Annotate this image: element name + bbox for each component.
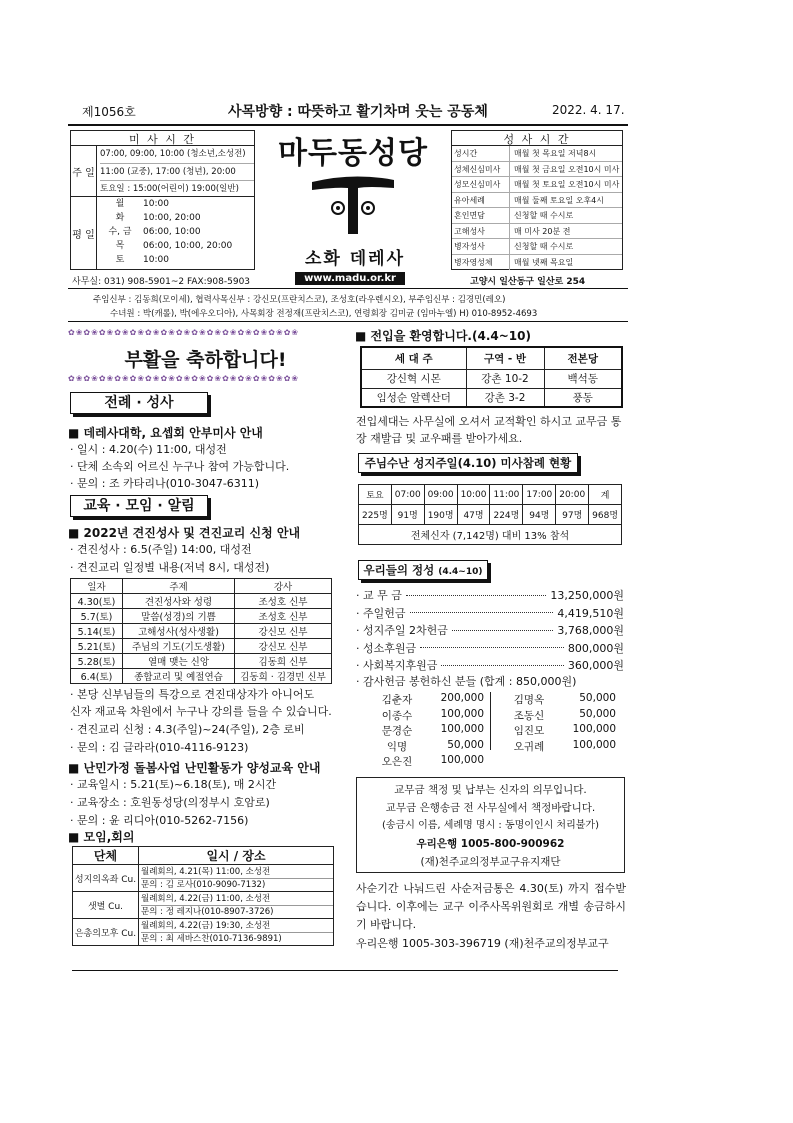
table-row — [71, 624, 332, 639]
table-header: 일시 / 장소 — [139, 847, 334, 865]
weekday-time: 06:00, 10:00, 20:00 — [143, 241, 233, 251]
donor-amount: 100,000 — [440, 707, 484, 720]
confirmation-line: · 견진교리 일정별 내용(저녁 8시, 대성전) — [70, 561, 270, 574]
table-cell: 종합교리 및 예절연습 — [123, 669, 235, 684]
offering-item — [356, 622, 624, 638]
sunday-row: 토요일 : 15:00(어린이) 19:00(일반) — [100, 184, 239, 194]
refugee-line: · 교육일시 : 5.21(토)~6.18(토), 매 2시간 — [70, 778, 277, 791]
meetings-table — [72, 846, 334, 946]
donor-name: 문경순 — [381, 725, 413, 737]
offering-amount: 800,000원 — [567, 641, 624, 655]
meeting-group: 성지의옥좌 Cu. — [73, 865, 139, 892]
welcome-note: 전입세대는 사무실에 오셔서 교적확인 하시고 교무금 통장 재발급 및 교우패를 받아가세요. — [356, 415, 622, 445]
offering-item — [356, 657, 624, 673]
sacrament-time: 매월 첫 토요일 오전10시 미사 — [514, 180, 620, 189]
donor-amount: 100,000 — [440, 723, 484, 735]
attendance-value: 94명 — [523, 505, 556, 525]
sacrament-time: 신청할 때 수시로 — [514, 211, 574, 220]
donor-amount: 50,000 — [579, 692, 616, 704]
attendance-header: 17:00 — [523, 485, 556, 505]
table-cell: 6.4(토) — [71, 669, 123, 684]
donor-row — [372, 708, 484, 723]
meeting-contact: 문의 : 정 레지나(010-8907-3726) — [141, 906, 274, 917]
donor-name: 조동신 — [513, 709, 545, 722]
donor-amount: 100,000 — [572, 738, 616, 751]
offering-dots — [452, 630, 554, 631]
donor-row — [372, 692, 484, 707]
table-row — [71, 639, 332, 654]
attendance-value: 47명 — [457, 505, 490, 525]
table-cell: 5.28(토) — [71, 654, 123, 669]
donor-row — [504, 723, 616, 738]
table-cell: 강신혁 시몬 — [361, 369, 466, 388]
liturgy-line: · 일시 : 4.20(수) 11:00, 대성전 — [70, 443, 227, 456]
sacrament-name: 고해성사 — [452, 224, 510, 239]
weekday-row — [97, 253, 254, 267]
liturgy-line: · 문의 : 조 카타리나(010-3047-6311) — [70, 477, 260, 490]
office-contact: 사무실: 031) 908-5901~2 FAX:908-5903 — [72, 277, 251, 287]
liturgy-section-head: 전례 · 성사 — [70, 392, 208, 414]
sacrament-schedule-box — [451, 130, 623, 270]
sacrament-name: 혼인면담 — [452, 208, 510, 223]
weekday-day: 화 — [115, 213, 125, 223]
confirmation-note: · 문의 : 김 글라라(010-4116-9123) — [70, 741, 249, 754]
sacrament-row — [452, 177, 622, 193]
table-cell: 강신모 신부 — [235, 639, 332, 654]
table-cell: 강촌 10-2 — [466, 369, 544, 388]
donor-row — [372, 739, 484, 754]
offering-label: · 성지주일 2차헌금 — [356, 624, 448, 637]
donor-row — [372, 723, 484, 738]
meeting-when: 월례회의, 4.22(금) 11:00, 소성전 — [141, 893, 333, 906]
table-row — [71, 609, 332, 624]
sunday-row: 11:00 (교중), 17:00 (청년), 20:00 — [100, 164, 254, 182]
donor-name: 오귀례 — [513, 740, 545, 753]
offering-dots — [406, 595, 547, 596]
table-cell: 김동희 · 김경민 신부 — [235, 669, 332, 684]
attendance-value: 968명 — [589, 505, 622, 525]
weekday-row — [97, 225, 254, 239]
offering-amount: 4,419,510원 — [557, 606, 624, 620]
sacrament-row — [452, 193, 622, 209]
table-cell: 5.7(토) — [71, 609, 123, 624]
sunday-row: 07:00, 09:00, 10:00 (청소년,소성전) — [100, 146, 254, 164]
meeting-detail — [139, 919, 334, 946]
patron-saint: 소화 데레사 — [304, 249, 406, 269]
weekday-day: 토 — [115, 255, 125, 265]
dues-line: (송금시 이름, 세례명 명시 : 동명이인시 처리불가) — [382, 820, 599, 831]
table-row — [71, 654, 332, 669]
pastoral-motto: 사목방향 : 따뜻하고 활기차며 웃는 공동체 — [228, 104, 488, 120]
meeting-when: 월례회의, 4.21(목) 11:00, 소성전 — [141, 866, 333, 879]
table-header: 주제 — [123, 579, 235, 594]
sacrament-name: 유아세례 — [452, 193, 510, 208]
meeting-detail — [139, 892, 334, 919]
offering-label: · 교 무 금 — [356, 589, 402, 602]
offering-head-label: 우리들의 정성 — [363, 563, 435, 577]
attendance-header: 11:00 — [490, 485, 523, 505]
attendance-table — [358, 484, 622, 545]
staff-rule — [68, 321, 628, 322]
weekday-row — [97, 197, 254, 211]
table-cell: 견진성사와 성령 — [123, 594, 235, 609]
attendance-header: 20:00 — [556, 485, 589, 505]
weekday-time: 10:00 — [143, 255, 169, 265]
sacrament-row — [452, 224, 622, 240]
refugee-item-title: ■ 난민가정 돌봄사업 난민활동가 양성교육 안내 — [68, 761, 321, 775]
donor-row — [504, 708, 616, 723]
sacrament-time: 신청할 때 수시로 — [514, 242, 574, 251]
issue-number: 제1056호 — [82, 105, 136, 119]
table-cell: 조성호 신부 — [235, 594, 332, 609]
donor-name: 김명옥 — [513, 694, 545, 706]
dues-owner: (재)천주교의정부교구유지재단 — [420, 856, 561, 868]
sacrament-name: 성시간 — [452, 146, 510, 161]
mass-schedule-box — [70, 130, 255, 270]
attendance-header: 09:00 — [424, 485, 457, 505]
donor-name: 이종수 — [381, 709, 413, 722]
weekday-time: 10:00, 20:00 — [143, 213, 201, 223]
table-row — [73, 892, 334, 919]
table-row — [71, 669, 332, 684]
flower-garland-top: ✿❀✿❀✿❀✿❀✿❀✿❀✿❀✿❀✿❀✿❀✿❀✿❀✿❀✿❀✿❀ — [68, 328, 300, 337]
welcome-table — [360, 346, 623, 408]
table-cell: 5.14(토) — [71, 624, 123, 639]
donor-name: 김춘자 — [381, 694, 413, 706]
donor-name: 임진모 — [513, 725, 545, 737]
attendance-header: 계 — [589, 485, 622, 505]
sacrament-time: 매월 넷째 목요일 — [514, 257, 574, 267]
thanks-title: · 감사헌금 봉헌하신 분들 (합계 : 850,000원) — [356, 675, 577, 688]
flower-garland-bottom: ✿❀✿❀✿❀✿❀✿❀✿❀✿❀✿❀✿❀✿❀✿❀✿❀✿❀✿❀✿❀ — [68, 374, 300, 383]
attendance-value: 225명 — [359, 505, 392, 525]
sacrament-time: 매 미사 20분 전 — [514, 226, 571, 236]
offering-item — [356, 605, 624, 621]
attendance-value: 190명 — [424, 505, 457, 525]
confirmation-note: 신자 재교육 차원에서 누구나 강의를 들을 수 있습니다. — [70, 705, 332, 718]
attendance-value: 97명 — [556, 505, 589, 525]
offering-label: · 주일헌금 — [356, 606, 406, 620]
weekday-block — [71, 197, 254, 269]
education-section-head: 교육 · 모임 · 알림 — [70, 495, 208, 517]
offering-section-head — [358, 560, 488, 580]
meeting-contact: 문의 : 최 세바스찬(010-7136-9891) — [141, 933, 282, 944]
confirmation-schedule-table — [70, 578, 332, 684]
table-cell: 조성호 신부 — [235, 609, 332, 624]
donor-row — [372, 754, 484, 769]
table-cell: 열매 맺는 신앙 — [123, 654, 235, 669]
staff-line-2: 수녀원 : 박(캐롤), 박(에우오디아), 사목회장 전정재(프란치스코), 연령회장 김미균 (임마누엘) H) 010-8952-4693 — [110, 309, 538, 319]
confirmation-line: · 견진성사 : 6.5(주일) 14:00, 대성전 — [70, 543, 252, 556]
sacrament-row — [452, 162, 622, 178]
cross-logo-icon — [308, 168, 398, 238]
sacrament-time: 매월 둘째 토요일 오후4시 — [514, 195, 604, 205]
donor-amount: 100,000 — [572, 723, 616, 735]
table-header: 강사 — [235, 579, 332, 594]
table-cell: 강신모 신부 — [235, 624, 332, 639]
confirmation-note: · 본당 신부님들의 특강으로 견진대상자가 아니어도 — [70, 688, 315, 701]
table-cell: 말씀(성경)의 기쁨 — [123, 609, 235, 624]
table-row — [361, 369, 622, 388]
table-cell: 임성순 알렉산더 — [361, 388, 466, 407]
website-link[interactable]: www.madu.or.kr — [295, 272, 405, 285]
liturgy-item-title: ■ 데레사대학, 요셉회 안부미사 안내 — [68, 426, 263, 440]
donor-amount: 50,000 — [447, 738, 484, 751]
parish-address: 고양시 일산동구 일산로 254 — [470, 277, 586, 287]
contact-rule — [68, 288, 628, 289]
meeting-detail — [139, 865, 334, 892]
offering-item — [356, 640, 624, 656]
dues-line: 교무금 은행송금 전 사무실에서 책정바랍니다. — [385, 802, 596, 814]
table-cell: 백석동 — [544, 369, 622, 388]
attendance-section-head: 주님수난 성지주일(4.10) 미사참례 현황 — [358, 453, 578, 473]
table-header: 세 대 주 — [361, 347, 466, 369]
table-cell: 김동희 신부 — [235, 654, 332, 669]
dues-bank: 우리은행 1005-800-900962 — [416, 838, 565, 850]
donor-divider — [490, 692, 491, 750]
donor-amount: 50,000 — [579, 707, 616, 720]
staff-line-1: 주임신부 : 김동희(모이세), 협력사목신부 : 강신모(프란치스코), 조성호(라우렌시오), 부주임신부 : 김경민(레오) — [93, 295, 506, 305]
weekday-time: 10:00 — [143, 199, 169, 209]
header-rule — [68, 124, 628, 126]
weekday-times — [97, 197, 254, 269]
offering-item — [356, 587, 624, 603]
sacrament-name: 병자영성체 — [452, 255, 510, 271]
offering-dots — [441, 665, 564, 666]
table-cell: 5.21(토) — [71, 639, 123, 654]
attendance-value: 91명 — [391, 505, 424, 525]
sacrament-row — [452, 239, 622, 255]
offering-label: · 성소후원금 — [356, 641, 417, 655]
attendance-header: 07:00 — [391, 485, 424, 505]
table-cell: 강촌 3-2 — [466, 388, 544, 407]
sacrament-row — [452, 146, 622, 162]
donor-name: 익명 — [386, 740, 408, 753]
weekday-time: 06:00, 10:00 — [143, 227, 201, 237]
sacrament-name: 성체신심미사 — [452, 162, 510, 177]
issue-date: 2022. 4. 17. — [552, 103, 625, 117]
sacrament-rows — [452, 146, 622, 270]
table-cell: 풍동 — [544, 388, 622, 407]
offering-label: · 사회복지후원금 — [356, 659, 438, 672]
dues-line: 교무금 책정 및 납부는 신자의 의무입니다. — [394, 784, 587, 796]
meeting-contact: 문의 : 김 로사(010-9090-7132) — [141, 879, 266, 890]
table-row — [361, 388, 622, 407]
attendance-header: 토요 — [359, 485, 392, 505]
sacrament-title: 성 사 시 간 — [452, 131, 622, 146]
table-header: 전본당 — [544, 347, 622, 369]
table-row — [73, 865, 334, 892]
footer-rule — [72, 970, 618, 971]
confirmation-note: · 견진교리 신청 : 4.3(주일)~24(주일), 2층 로비 — [70, 723, 305, 736]
weekday-day: 월 — [115, 199, 125, 209]
table-cell: 고해성사(성사생활) — [123, 624, 235, 639]
table-cell: 4.30(토) — [71, 594, 123, 609]
table-row — [73, 919, 334, 946]
mass-schedule-title: 미 사 시 간 — [71, 131, 254, 146]
welcome-item-title: ■ 전입을 환영합니다.(4.4~10) — [355, 329, 531, 343]
attendance-header: 10:00 — [457, 485, 490, 505]
refugee-line: · 교육장소 : 호원동성당(의정부시 호암로) — [70, 796, 270, 809]
weekday-row — [97, 239, 254, 253]
table-cell: 주님의 기도(기도생활) — [123, 639, 235, 654]
liturgy-line: · 단체 소속외 어르신 누구나 참여 가능합니다. — [70, 460, 290, 473]
confirmation-item-title: ■ 2022년 견진성사 및 견진교리 신청 안내 — [68, 526, 301, 540]
meetings-item-title: ■ 모임,회의 — [68, 830, 135, 844]
meeting-group: 샛별 Cu. — [73, 892, 139, 919]
weekday-day: 목 — [115, 241, 125, 251]
table-row — [71, 594, 332, 609]
sacrament-row — [452, 255, 622, 271]
donor-amount: 100,000 — [440, 754, 484, 766]
offering-dots — [410, 612, 554, 613]
sacrament-row — [452, 208, 622, 224]
sunday-times — [97, 146, 254, 196]
lent-notice: 사순기간 나눠드린 사순저금통은 4.30(토) 까지 접수받습니다. 이후에는 교구 이주사목위원회로 개별 송금하시기 바랍니다. — [356, 882, 626, 931]
attendance-value: 224명 — [490, 505, 523, 525]
dues-notice-box — [356, 777, 625, 873]
table-header: 구역 - 반 — [466, 347, 544, 369]
donor-row — [504, 739, 616, 754]
easter-greeting: 부활을 축하합니다! — [124, 349, 287, 371]
offering-dots — [420, 647, 564, 648]
sacrament-time: 매월 첫 목요일 저녁8시 — [514, 149, 597, 158]
offering-head-period: (4.4~10) — [438, 567, 483, 577]
table-header: 단체 — [73, 847, 139, 865]
refugee-line: · 문의 : 윤 리디아(010-5262-7156) — [70, 814, 249, 827]
attendance-summary: 전체신자 (7,142명) 대비 13% 참석 — [359, 525, 622, 545]
donor-name: 오은진 — [381, 756, 413, 768]
offering-amount: 3,768,000원 — [557, 624, 624, 637]
table-header: 일자 — [71, 579, 123, 594]
meeting-group: 은총의모후 Cu. — [73, 919, 139, 946]
offering-amount: 360,000원 — [567, 659, 624, 672]
sacrament-name: 성모신심미사 — [452, 177, 510, 192]
lent-bank: 우리은행 1005-303-396719 (재)천주교의정부교구 — [356, 937, 609, 950]
offering-amount: 13,250,000원 — [550, 589, 624, 602]
meeting-when: 월례회의, 4.22(금) 19:30, 소성전 — [141, 920, 333, 933]
sacrament-time: 매월 첫 금요일 오전10시 미사 — [514, 164, 620, 174]
donor-row — [504, 692, 616, 707]
weekday-day: 수, 금 — [108, 227, 132, 237]
sunday-label: 주 일 — [71, 146, 97, 196]
parish-name: 마두동성당 — [278, 136, 428, 171]
weekday-label: 평 일 — [71, 197, 97, 269]
sacrament-name: 병자성사 — [452, 239, 510, 254]
sunday-block — [71, 146, 254, 197]
donor-amount: 200,000 — [440, 692, 484, 704]
weekday-row — [97, 211, 254, 225]
